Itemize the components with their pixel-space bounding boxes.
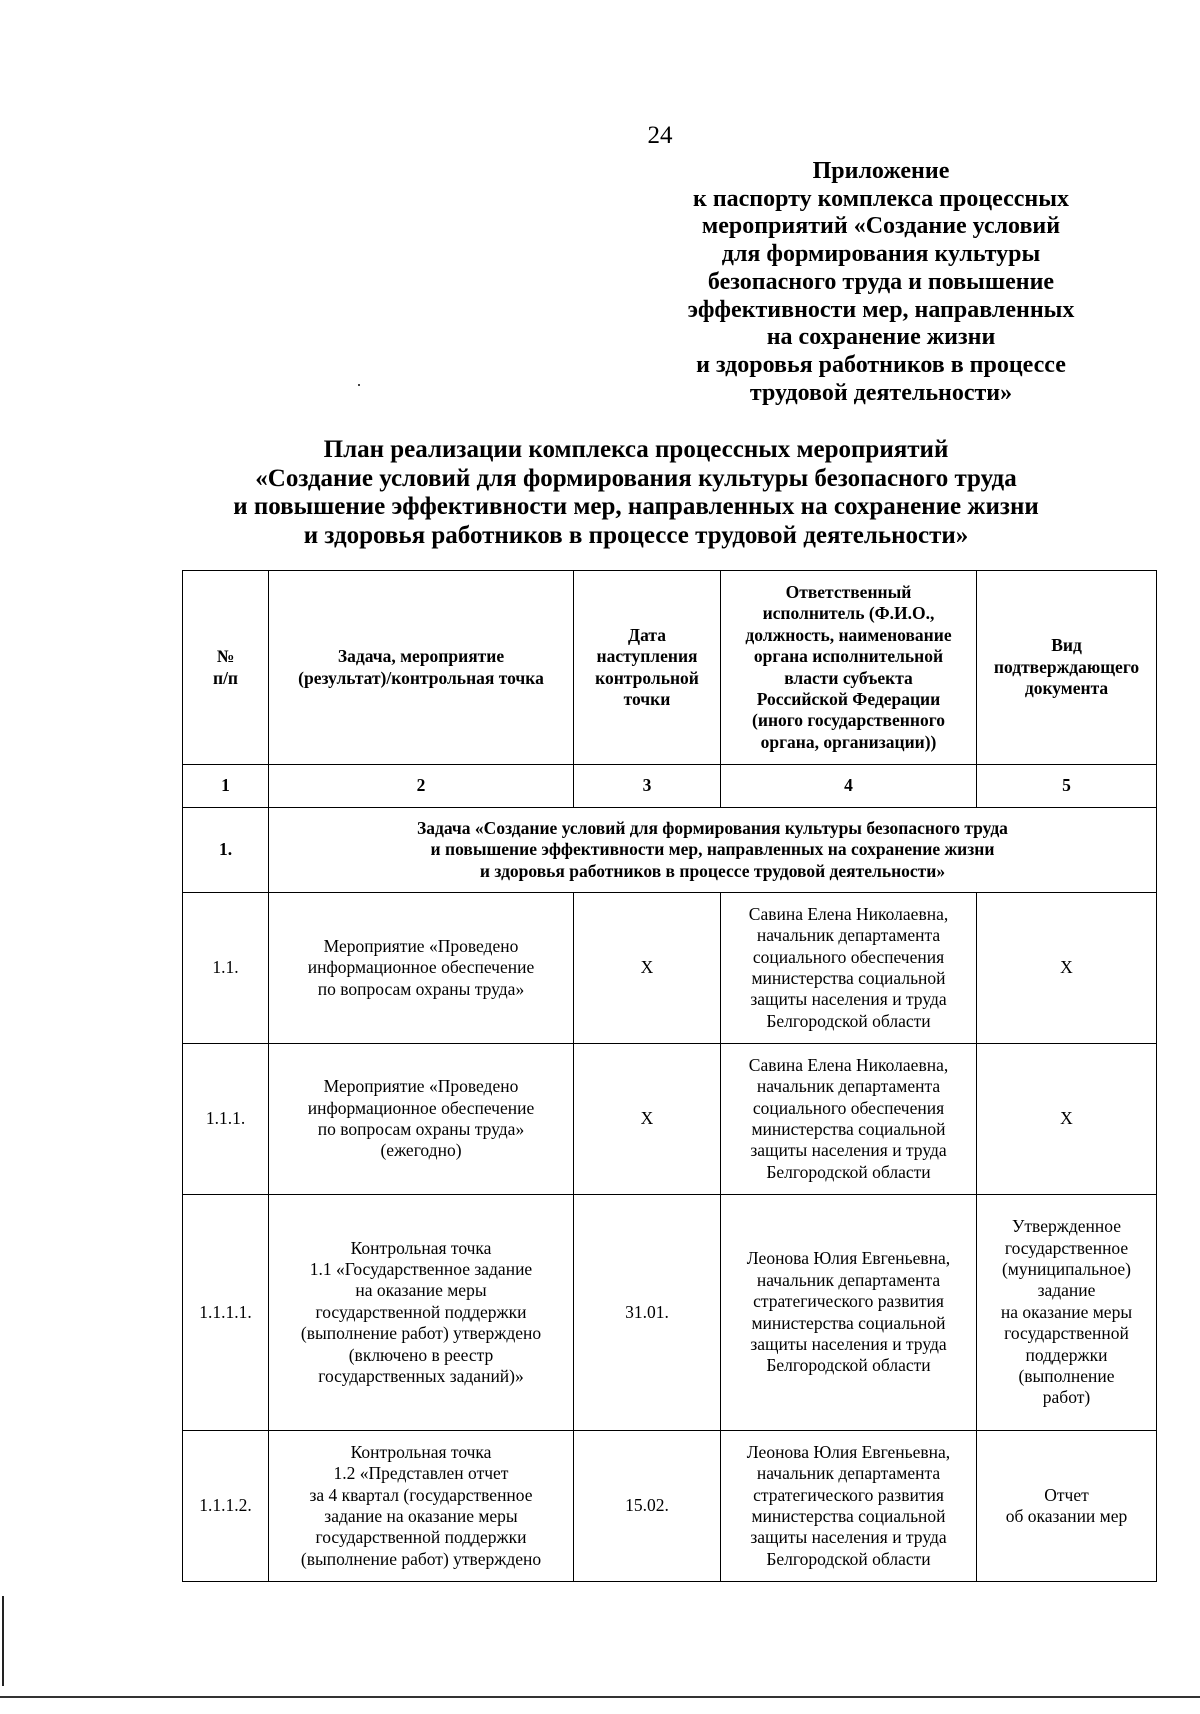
row-document: Х — [977, 1044, 1157, 1195]
appendix-heading — [648, 158, 1114, 407]
row-date: Х — [574, 893, 721, 1044]
appendix-line: эффективности мер, направленных — [687, 296, 1075, 323]
appendix-line: к паспорту комплекса процессных — [693, 185, 1069, 212]
scan-edge-mark — [2, 1596, 4, 1686]
row-number: 1.1.1.1. — [183, 1195, 269, 1431]
row-date: Х — [574, 1044, 721, 1195]
header-cell-task: Задача, мероприятие (результат)/контрольная точка — [269, 571, 574, 765]
table-row — [183, 1195, 1157, 1431]
table-row — [183, 1044, 1157, 1195]
appendix-line: трудовой деятельности» — [749, 379, 1013, 406]
table-row — [183, 893, 1157, 1044]
appendix-line: и здоровья работников в процессе — [696, 351, 1066, 378]
task-row — [183, 808, 1157, 893]
row-document: Х — [977, 893, 1157, 1044]
column-number: 3 — [574, 765, 721, 808]
row-number: 1.1.1.2. — [183, 1431, 269, 1582]
appendix-line: Приложение — [812, 158, 950, 184]
plan-title-line: и здоровья работников в процессе трудовой деятельности» — [303, 521, 969, 549]
plan-title-line: и повышение эффективности мер, направленных на сохранение жизни — [233, 493, 1039, 520]
row-task: Мероприятие «Проведено информационное обеспечение по вопросам охраны труда» — [269, 893, 574, 1044]
column-number: 5 — [977, 765, 1157, 808]
row-task: Контрольная точка 1.1 «Государственное задание на оказание меры государственной поддержки (выполнение работ) утверждено (включено в реестр государственных заданий)» — [269, 1195, 574, 1431]
plan-title-line: План реализации комплекса процессных мероприятий — [323, 436, 949, 463]
appendix-line: мероприятий «Создание условий — [701, 213, 1061, 240]
row-task: Контрольная точка 1.2 «Представлен отчет за 4 квартал (государственное задание на оказание меры государственной поддержки (выполнение работ) утверждено — [269, 1431, 574, 1582]
table-header-row — [183, 571, 1157, 765]
scan-bottom-edge — [0, 1696, 1200, 1698]
header-cell-date: Дата наступления контрольной точки — [574, 571, 721, 765]
column-number: 1 — [183, 765, 269, 808]
row-responsible: Леонова Юлия Евгеньевна, начальник департамента стратегического развития министерства социальной защиты населения и труда Белгородской области — [721, 1431, 977, 1582]
row-responsible: Савина Елена Николаевна, начальник департамента социального обеспечения министерства социальной защиты населения и труда Белгородской области — [721, 893, 977, 1044]
row-date: 31.01. — [574, 1195, 721, 1431]
task-text: Задача «Создание условий для формирования культуры безопасного труда и повышение эффективности мер, направленных на сохранение жизни и здоровья работников в процессе трудовой деятельности» — [269, 808, 1157, 893]
plan-title-line: «Создание условий для формирования культуры безопасного труда — [255, 464, 1017, 492]
row-task: Мероприятие «Проведено информационное обеспечение по вопросам охраны труда» (ежегодно) — [269, 1044, 574, 1195]
table-row — [183, 1431, 1157, 1582]
row-document: Утвержденное государственное (муниципальное) задание на оказание меры государственной поддержки (выполнение работ) — [977, 1195, 1157, 1431]
row-number: 1.1.1. — [183, 1044, 269, 1195]
header-cell-number: № п/п — [183, 571, 269, 765]
column-number: 2 — [269, 765, 574, 808]
row-responsible: Савина Елена Николаевна, начальник департамента социального обеспечения министерства социальной защиты населения и труда Белгородской области — [721, 1044, 977, 1195]
page-number: 24 — [647, 122, 673, 149]
appendix-line: для формирования культуры — [721, 241, 1041, 268]
header-cell-responsible: Ответственный исполнитель (Ф.И.О., должность, наименование органа исполнительной власти субъекта Российской Федерации (иного государственного органа, организации)) — [721, 571, 977, 765]
row-number: 1.1. — [183, 893, 269, 1044]
appendix-line: безопасного труда и повышение — [707, 268, 1055, 295]
scan-speck — [358, 384, 360, 386]
plan-title — [176, 436, 1096, 550]
column-number: 4 — [721, 765, 977, 808]
appendix-line: на сохранение жизни — [766, 324, 996, 351]
task-number: 1. — [183, 808, 269, 893]
header-cell-document: Вид подтверждающего документа — [977, 571, 1157, 765]
plan-table — [182, 570, 1157, 1582]
row-document: Отчет об оказании мер — [977, 1431, 1157, 1582]
row-date: 15.02. — [574, 1431, 721, 1582]
row-responsible: Леонова Юлия Евгеньевна, начальник департамента стратегического развития министерства социальной защиты населения и труда Белгородской области — [721, 1195, 977, 1431]
column-number-row — [183, 765, 1157, 808]
